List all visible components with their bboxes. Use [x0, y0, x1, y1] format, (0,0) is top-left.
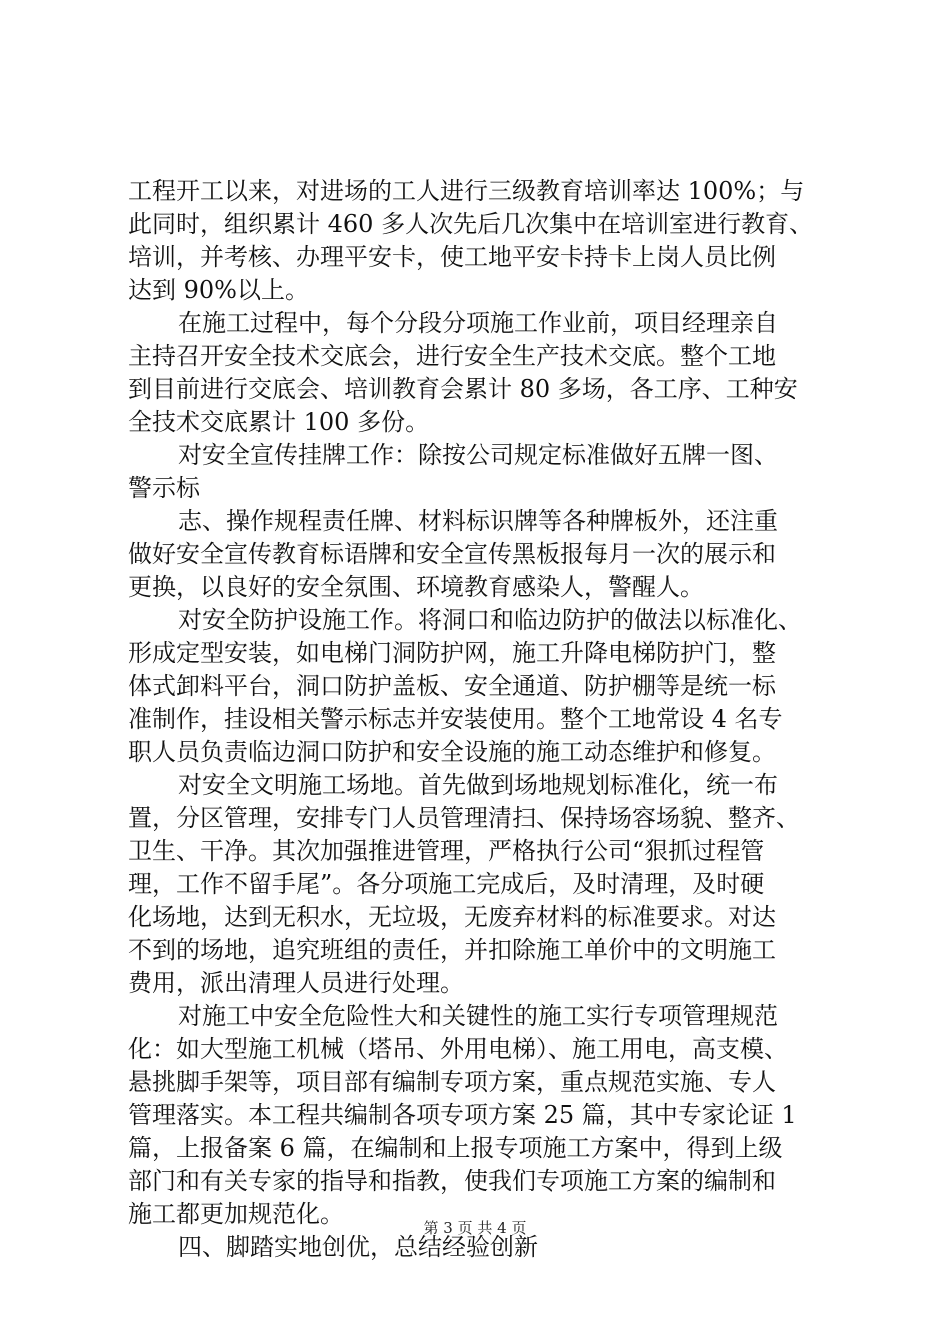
text-line: 培训，并考核、办理平安卡，使工地平安卡持卡上岗人员比例 — [128, 243, 776, 271]
text-line: 不到的场地，追究班组的责任，并扣除施工单价中的文明施工 — [128, 936, 776, 964]
paragraph-first-line: 在施工过程中，每个分段分项施工作业前，项目经理亲自 — [178, 309, 778, 337]
text-line: 全技术交底累计 100 多份。 — [128, 408, 430, 436]
text-line: 费用，派出清理人员进行处理。 — [128, 969, 464, 997]
text-line: 警示标 — [128, 474, 200, 502]
text-line: 形成定型安装，如电梯门洞防护网，施工升降电梯防护门，整 — [128, 639, 776, 667]
text-line: 主持召开安全技术交底会，进行安全生产技术交底。整个工地 — [128, 342, 776, 370]
paragraph-first-line: 对安全防护设施工作。将洞口和临边防护的做法以标准化、 — [178, 606, 802, 634]
text-line: 此同时，组织累计 460 多人次先后几次集中在培训室进行教育、 — [128, 210, 814, 238]
text-line: 置，分区管理，安排专门人员管理清扫、保持场容场貌、整齐、 — [128, 804, 800, 832]
text-line: 准制作，挂设相关警示标志并安装使用。整个工地常设 4 名专 — [128, 705, 783, 733]
paragraph-first-line: 对施工中安全危险性大和关键性的施工实行专项管理规范 — [178, 1002, 778, 1030]
text-line: 更换，以良好的安全氛围、环境教育感染人，警醒人。 — [128, 573, 704, 601]
paragraph-first-line: 对安全宣传挂牌工作：除按公司规定标准做好五牌一图、 — [178, 441, 778, 469]
text-line: 施工都更加规范化。 — [128, 1200, 344, 1228]
document-body — [128, 176, 828, 1265]
text-line: 体式卸料平台，洞口防护盖板、安全通道、防护棚等是统一标 — [128, 672, 776, 700]
text-line: 悬挑脚手架等，项目部有编制专项方案，重点规范实施、专人 — [128, 1068, 776, 1096]
text-line: 职人员负责临边洞口防护和安全设施的施工动态维护和修复。 — [128, 738, 776, 766]
text-line: 篇，上报备案 6 篇，在编制和上报专项施工方案中，得到上级 — [128, 1134, 783, 1162]
text-line: 做好安全宣传教育标语牌和安全宣传黑板报每月一次的展示和 — [128, 540, 776, 568]
text-line: 化：如大型施工机械（塔吊、外用电梯）、施工用电，高支模、 — [128, 1035, 788, 1063]
page-number: 第 3 页 共 4 页 — [423, 1219, 527, 1237]
text-line: 卫生、干净。其次加强推进管理，严格执行公司“狠抓过程管 — [128, 837, 765, 865]
text-line: 管理落实。本工程共编制各项专项方案 25 篇，其中专家论证 1 — [128, 1101, 797, 1129]
text-line: 工程开工以来，对进场的工人进行三级教育培训率达 100%；与 — [128, 177, 805, 205]
text-line: 到目前进行交底会、培训教育会累计 80 多场，各工序、工种安 — [128, 375, 798, 403]
text-line: 部门和有关专家的指导和指教，使我们专项施工方案的编制和 — [128, 1167, 776, 1195]
page-footer — [0, 1218, 950, 1238]
text-line: 达到 90%以上。 — [128, 276, 309, 304]
paragraph-first-line: 对安全文明施工场地。首先做到场地规划标准化，统一布 — [178, 771, 778, 799]
text-line: 理，工作不留手尾”。各分项施工完成后，及时清理，及时硬 — [128, 870, 765, 898]
section-heading: 四、脚踏实地创优，总结经验创新 — [178, 1233, 538, 1261]
text-line: 化场地，达到无积水，无垃圾，无废弃材料的标准要求。对达 — [128, 903, 776, 931]
paragraph-first-line: 志、操作规程责任牌、材料标识牌等各种牌板外，还注重 — [178, 507, 778, 535]
